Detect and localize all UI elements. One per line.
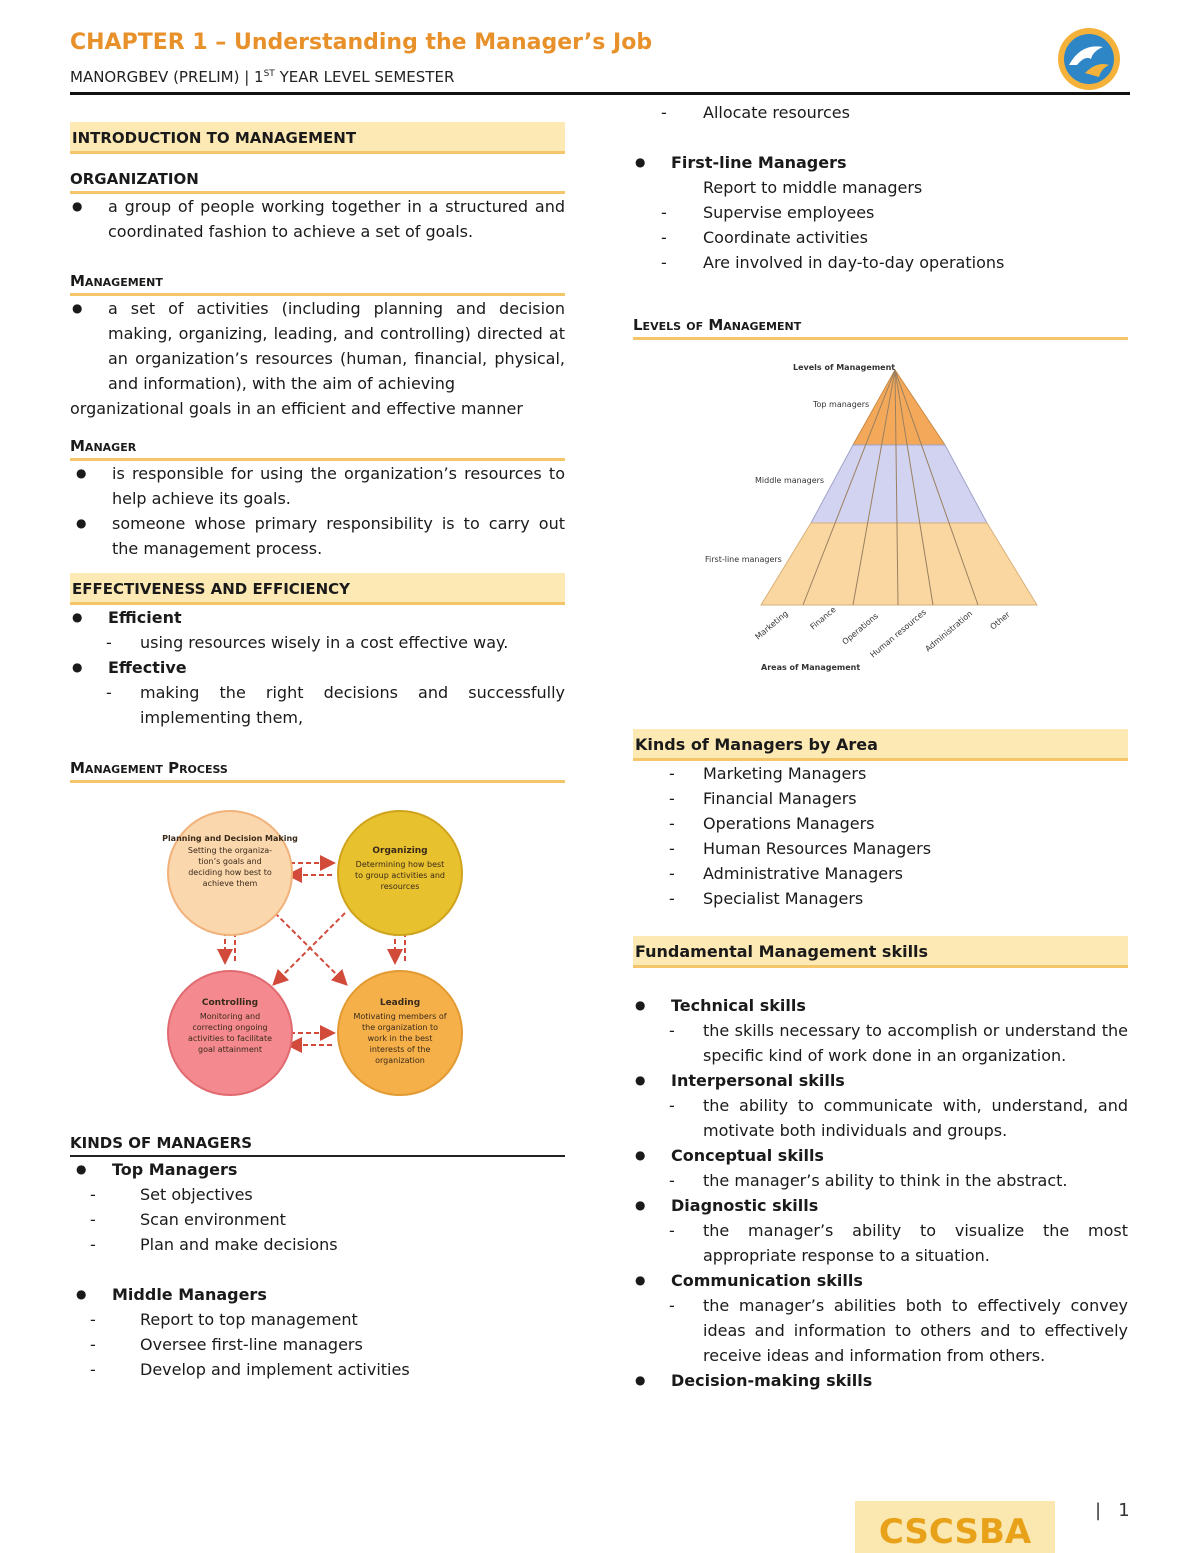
header-rule [70, 92, 1130, 95]
area-label: Marketing [753, 609, 790, 642]
leading-text: Motivating members of the organization to work in the best interests of the organization [353, 1012, 447, 1065]
sub-item: - Supervise employees [661, 203, 875, 222]
process-label: Management Process [70, 755, 565, 783]
planning-text: Setting the organiza- tion’s goals and deciding how best to achieve them [187, 846, 273, 888]
list-item: ● Decision-making skills [635, 1371, 873, 1390]
sub-item: - Specialist Managers [669, 889, 864, 908]
list-item: ● Efficient [72, 608, 182, 627]
pyramid-middle-label: Middle managers [755, 476, 825, 485]
controlling-title: Controlling [201, 998, 259, 1008]
list-item: ● Conceptual skills [635, 1146, 824, 1165]
controlling-text: Monitoring and correcting ongoing activities to facilitate goal attainment [187, 1012, 273, 1054]
list-item: ● a group of people working together in a structured and coordinated fashion to achieve a set of goals. [72, 197, 565, 241]
sub-item: - the manager’s ability to think in the abstract. [669, 1171, 1068, 1190]
sub-item: - making the right decisions and successfully implementing them, [106, 683, 565, 727]
sub-item: - the manager’s abilities both to effectively convey ideas and information to others and to effectively receive ideas and information from others. [669, 1296, 1128, 1365]
sub-item: - the skills necessary to accomplish or understand the specific kind of work done in an organization. [669, 1021, 1128, 1065]
area-label: Operations [840, 611, 880, 647]
section-band-area: Kinds of Managers by Area [633, 729, 1128, 761]
list-item: ● a set of activities (including planning and decision making, organizing, leading, and controlling) directed at an organization’s resources (human, financial, physical, and information), with the aim of achieving [72, 299, 565, 393]
page-number: | 1 [1095, 1500, 1130, 1521]
sub-item: - Set objectives [90, 1185, 253, 1204]
management-label: Management [70, 268, 565, 296]
sub-item: - Financial Managers [669, 789, 857, 808]
course-subtitle: MANORGBEV (PRELIM) | 1ST YEAR LEVEL SEMESTER [70, 68, 455, 86]
left-column [70, 100, 565, 1382]
sub-item: - Operations Managers [669, 814, 875, 833]
right-column [633, 100, 1128, 1393]
list-item: ● Top Managers [76, 1160, 238, 1179]
sub-item: - Allocate resources [661, 103, 850, 122]
kinds-label: KINDS OF MANAGERS [70, 1130, 565, 1157]
pyramid-title: Levels of Management [793, 363, 896, 372]
planning-title: Planning and Decision Making [162, 834, 298, 843]
list-item: ● Diagnostic skills [635, 1196, 819, 1215]
logo-wordmark: CSCSBA [878, 1512, 1032, 1552]
levels-pyramid-figure [633, 340, 1128, 710]
leading-title: Leading [379, 998, 421, 1008]
management-process-figure [70, 783, 565, 1123]
list-item: ● Technical skills [635, 996, 806, 1015]
sub-item: - the manager’s ability to visualize the most appropriate response to a situation. [669, 1221, 1128, 1265]
list-item: ● Communication skills [635, 1271, 863, 1290]
areas-title: Areas of Management [761, 663, 861, 672]
section-band-ee: EFFECTIVENESS AND EFFICIENCY [70, 573, 565, 605]
sub-item: - using resources wisely in a cost effective way. [106, 633, 509, 652]
list-item: ● Effective [72, 658, 187, 677]
manager-label: Manager [70, 433, 565, 461]
dolphin-logo-icon [1055, 25, 1123, 93]
list-item: ● someone whose primary responsibility is to carry out the management process. [76, 514, 565, 558]
sub-item: - the ability to communicate with, understand, and motivate both individuals and groups. [669, 1096, 1128, 1140]
pyramid-top-label: Top managers [813, 400, 870, 409]
sub-item: - Marketing Managers [669, 764, 867, 783]
organizing-text: Determining how best to group activities and resources [355, 860, 445, 891]
list-item: ● Interpersonal skills [635, 1071, 845, 1090]
sub-item: - Coordinate activities [661, 228, 868, 247]
area-label: Other [988, 610, 1012, 632]
section-band-intro: INTRODUCTION TO MANAGEMENT [70, 122, 565, 154]
section-band-skills: Fundamental Management skills [633, 936, 1128, 968]
levels-label: Levels of Management [633, 312, 1128, 340]
sub-item: - Human Resources Managers [669, 839, 932, 858]
sub-item: Report to middle managers [703, 178, 923, 197]
chapter-title: CHAPTER 1 – Understanding the Manager’s Job [70, 30, 653, 55]
area-label: Human resources [868, 607, 929, 660]
sub-item: - Scan environment [90, 1210, 286, 1229]
organization-label: ORGANIZATION [70, 166, 565, 194]
management-text-cont: organizational goals in an efficient and effective manner [70, 399, 523, 418]
sub-item: - Oversee first-line managers [90, 1335, 363, 1354]
list-item: ● Middle Managers [76, 1285, 267, 1304]
pyramid-first-label: First-line managers [705, 555, 782, 564]
cscsba-logo-icon [855, 1495, 1055, 1553]
area-label: Finance [808, 604, 838, 632]
sub-item: - Report to top management [90, 1310, 358, 1329]
list-item: ● is responsible for using the organization’s resources to help achieve its goals. [76, 464, 565, 508]
list-item: ● First-line Managers [635, 153, 847, 172]
sub-item: - Are involved in day-to-day operations [661, 253, 1005, 272]
sub-item: - Develop and implement activities [90, 1360, 410, 1379]
area-label: Administration [923, 609, 975, 654]
organizing-title: Organizing [372, 846, 428, 856]
sub-item: - Plan and make decisions [90, 1235, 338, 1254]
sub-item: - Administrative Managers [669, 864, 904, 883]
